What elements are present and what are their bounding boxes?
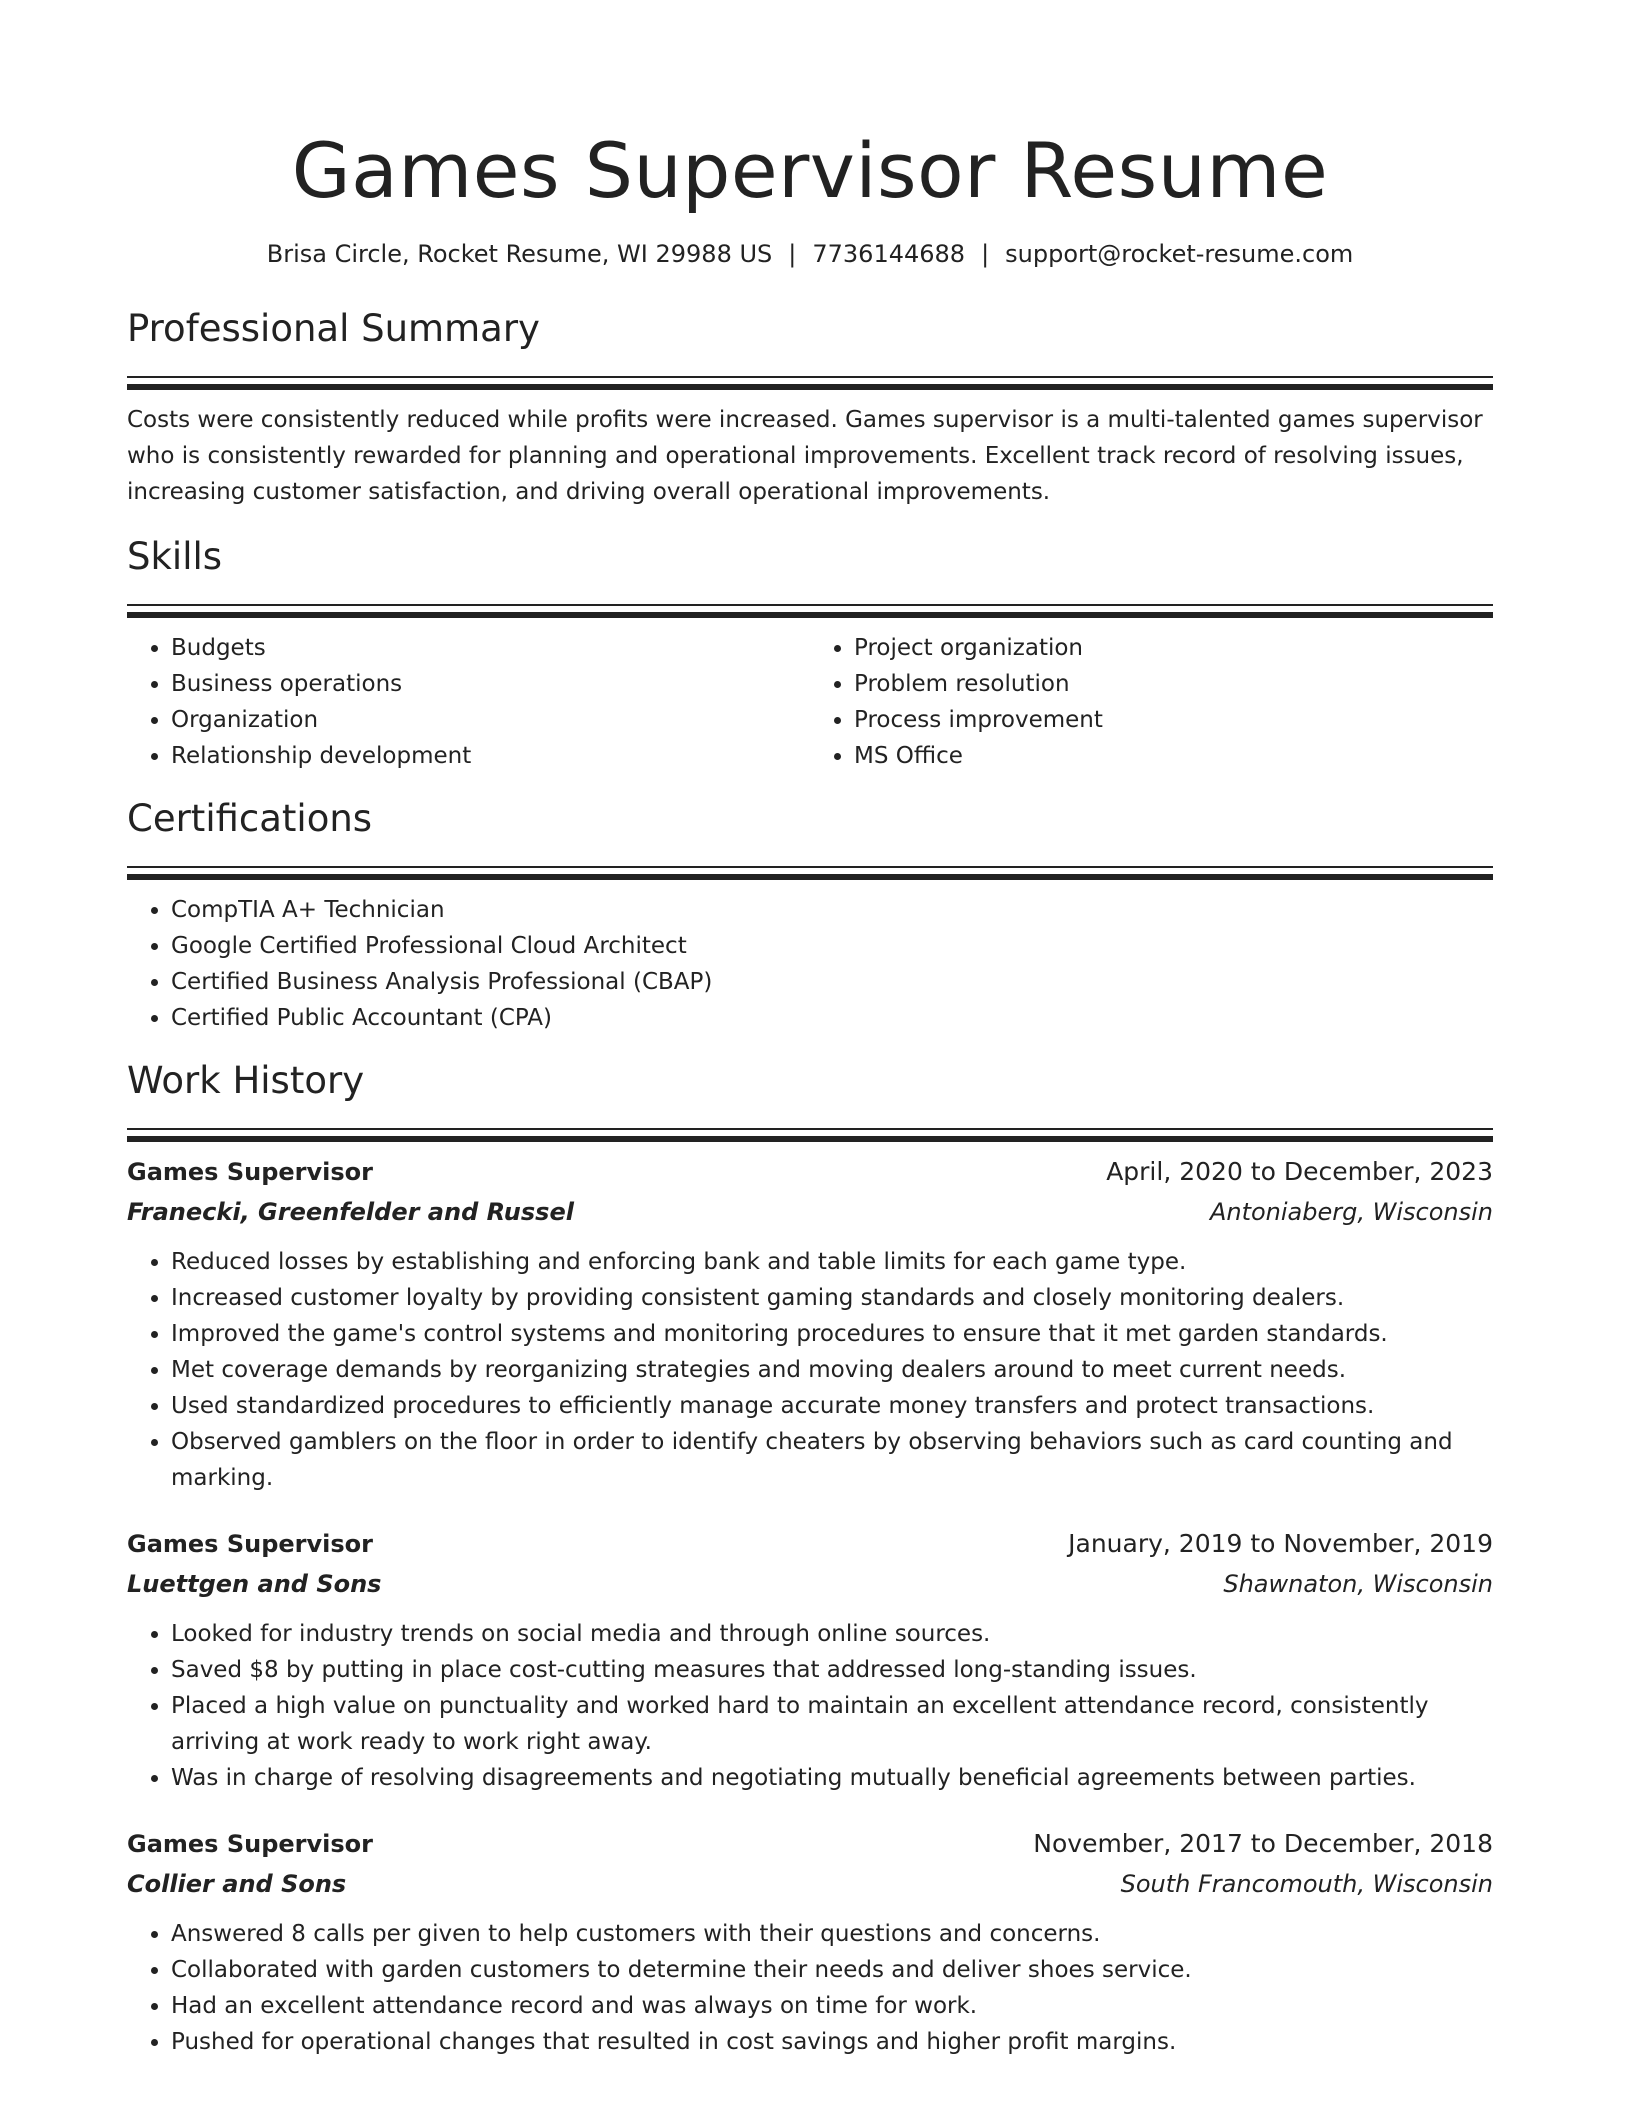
job-duty: • Improved the game's control systems and monitoring procedures to ensure that it met garden standards. — [171, 1316, 1493, 1352]
email-address: support@rocket-resume.com — [1005, 240, 1354, 268]
skills-section — [127, 534, 1493, 774]
skill-item: • Problem resolution — [854, 666, 1493, 702]
certifications-list — [127, 892, 1493, 1036]
job-location: South Francomouth, Wisconsin — [1120, 1870, 1493, 1898]
section-divider — [127, 1128, 1493, 1142]
job-duty: • Saved $8 by putting in place cost-cutting measures that addressed long-standing issues. — [171, 1652, 1493, 1688]
job-duty: • Was in charge of resolving disagreements and negotiating mutually beneficial agreements between parties. — [171, 1760, 1493, 1796]
job-header-row — [127, 1524, 1493, 1564]
summary-section — [127, 306, 1493, 510]
section-divider — [127, 376, 1493, 390]
resume-page — [127, 0, 1493, 2060]
job-entry — [127, 1152, 1493, 1496]
section-heading-work-history: Work History — [127, 1059, 365, 1102]
job-duties-list — [127, 1916, 1493, 2060]
certification-item: • Google Certified Professional Cloud Architect — [171, 928, 1493, 964]
skill-item: • Relationship development — [171, 738, 810, 774]
job-duties-list — [127, 1616, 1493, 1796]
job-company-row — [127, 1192, 1493, 1232]
skill-item: • MS Office — [854, 738, 1493, 774]
job-title: Games Supervisor — [127, 1158, 373, 1186]
job-duties-list — [127, 1244, 1493, 1496]
job-duty: • Had an excellent attendance record and was always on time for work. — [171, 1988, 1493, 2024]
skills-list-left — [127, 630, 810, 774]
job-duty: • Answered 8 calls per given to help customers with their questions and concerns. — [171, 1916, 1493, 1952]
certification-item: • CompTIA A+ Technician — [171, 892, 1493, 928]
job-header-row — [127, 1824, 1493, 1864]
job-entry — [127, 1824, 1493, 2060]
job-duty: • Observed gamblers on the floor in order to identify cheaters by observing behaviors such as card counting and marking. — [171, 1424, 1493, 1496]
job-duty: • Reduced losses by establishing and enforcing bank and table limits for each game type. — [171, 1244, 1493, 1280]
company-name: Luettgen and Sons — [127, 1570, 382, 1598]
skill-item: • Budgets — [171, 630, 810, 666]
summary-text: Costs were consistently reduced while profits were increased. Games supervisor is a multi-talented games supervisor who is consistently rewarded for planning and operational improvements. Excellent track record of resolving issues, increasing customer satisfaction, and driving overall operational improvements. — [127, 407, 1483, 505]
job-duty: • Increased customer loyalty by providing consistent gaming standards and closely monitoring dealers. — [171, 1280, 1493, 1316]
section-heading-skills: Skills — [127, 535, 223, 578]
job-entry — [127, 1524, 1493, 1796]
certifications-section — [127, 796, 1493, 1036]
contact-separator: | — [788, 240, 797, 268]
job-dates: January, 2019 to November, 2019 — [1068, 1529, 1493, 1558]
skill-item: • Process improvement — [854, 702, 1493, 738]
job-dates: November, 2017 to December, 2018 — [1033, 1829, 1493, 1858]
phone-number: 7736144688 — [812, 240, 966, 268]
skills-grid — [127, 630, 1493, 774]
certification-item: • Certified Public Accountant (CPA) — [171, 1000, 1493, 1036]
skill-item: • Project organization — [854, 630, 1493, 666]
address: Brisa Circle, Rocket Resume, WI 29988 US — [266, 240, 773, 268]
contact-separator: | — [981, 240, 990, 268]
contact-line — [127, 236, 1493, 272]
job-location: Antoniaberg, Wisconsin — [1209, 1198, 1493, 1226]
section-divider — [127, 604, 1493, 618]
skills-list-right — [810, 630, 1493, 774]
job-title: Games Supervisor — [127, 1830, 373, 1858]
skill-item: • Organization — [171, 702, 810, 738]
section-divider — [127, 866, 1493, 880]
job-duty: • Collaborated with garden customers to determine their needs and deliver shoes service. — [171, 1952, 1493, 1988]
job-location: Shawnaton, Wisconsin — [1223, 1570, 1493, 1598]
job-dates: April, 2020 to December, 2023 — [1106, 1157, 1493, 1186]
certification-item: • Certified Business Analysis Professional (CBAP) — [171, 964, 1493, 1000]
job-duty: • Placed a high value on punctuality and worked hard to maintain an excellent attendance record, consistently arriving at work ready to work right away. — [171, 1688, 1493, 1760]
company-name: Franecki, Greenfelder and Russel — [127, 1198, 574, 1226]
job-duty: • Looked for industry trends on social media and through online sources. — [171, 1616, 1493, 1652]
resume-title: Games Supervisor Resume — [291, 126, 1329, 215]
job-duty: • Pushed for operational changes that resulted in cost savings and higher profit margins. — [171, 2024, 1493, 2060]
job-duty: • Used standardized procedures to efficiently manage accurate money transfers and protect transactions. — [171, 1388, 1493, 1424]
job-duty: • Met coverage demands by reorganizing strategies and moving dealers around to meet current needs. — [171, 1352, 1493, 1388]
section-heading-summary: Professional Summary — [127, 307, 540, 350]
skill-item: • Business operations — [171, 666, 810, 702]
company-name: Collier and Sons — [127, 1870, 347, 1898]
work-history-section — [127, 1058, 1493, 2060]
job-company-row — [127, 1864, 1493, 1904]
section-heading-certifications: Certifications — [127, 797, 373, 840]
job-header-row — [127, 1152, 1493, 1192]
job-company-row — [127, 1564, 1493, 1604]
job-title: Games Supervisor — [127, 1530, 373, 1558]
